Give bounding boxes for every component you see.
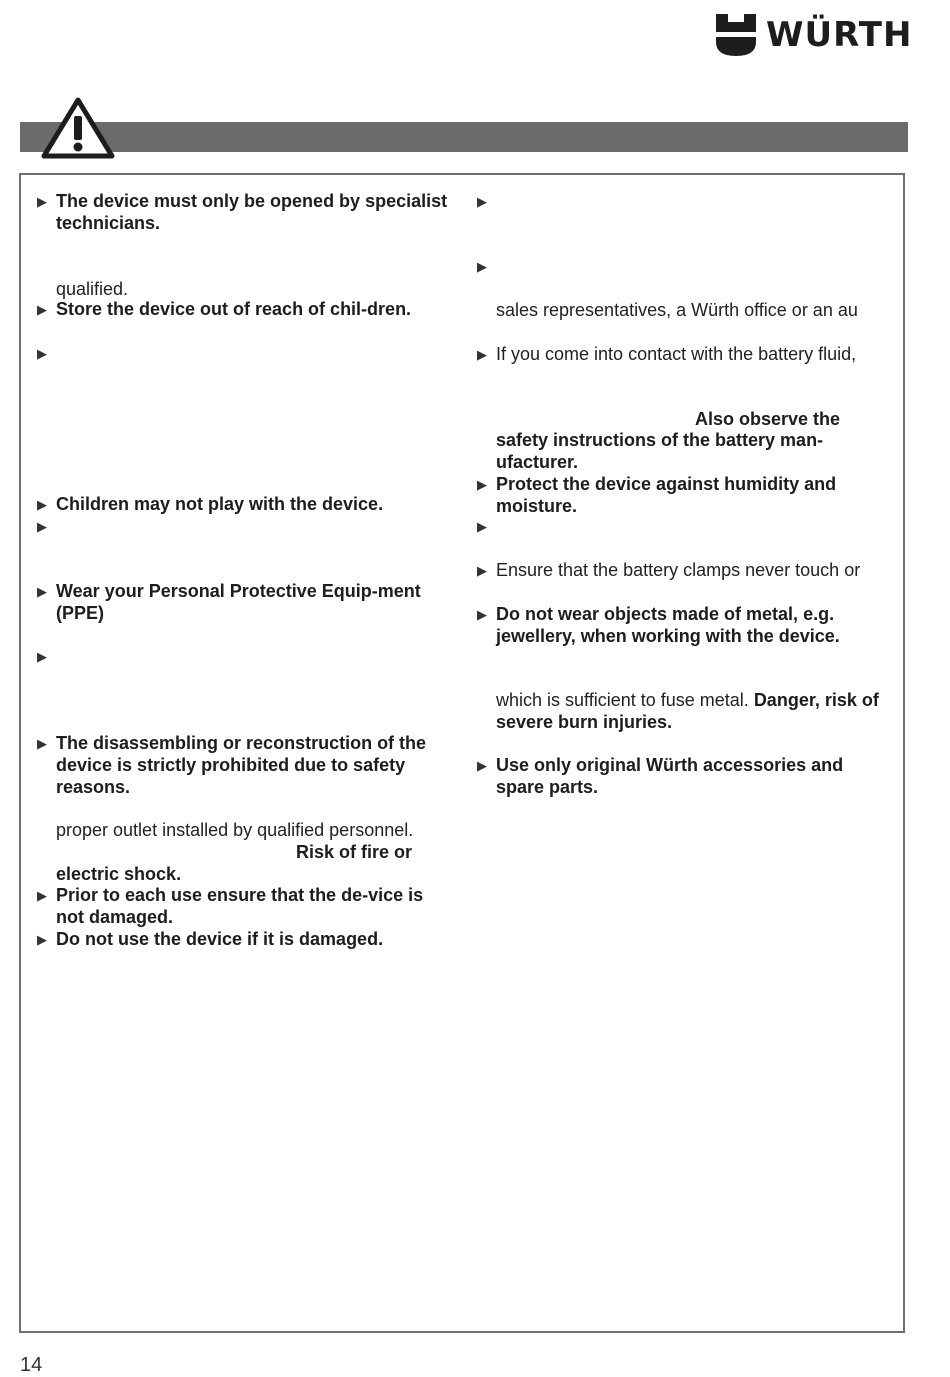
bullet-triangle-icon: ▶ bbox=[477, 194, 487, 209]
list-item-text: safety instructions of the battery man-ufacturer. bbox=[496, 430, 824, 472]
warning-triangle-icon bbox=[40, 96, 116, 160]
bullet-triangle-icon: ▶ bbox=[477, 607, 487, 622]
bullet-triangle-icon: ▶ bbox=[37, 194, 47, 209]
list-item-text: electric shock. bbox=[56, 864, 182, 884]
page-number: 14 bbox=[20, 1354, 43, 1376]
list-item-text: Also observe the bbox=[695, 409, 841, 429]
list-item: ▶ If you come into contact with the battery fluid, bbox=[477, 344, 857, 364]
wurth-emblem-icon bbox=[716, 14, 756, 56]
bullet-triangle-icon: ▶ bbox=[37, 584, 47, 599]
bullet-triangle-icon: ▶ bbox=[477, 758, 487, 773]
list-item: ▶ The disassembling or reconstruction of the device is strictly prohibited due to safety reasons. bbox=[37, 733, 427, 797]
list-item-text: qualified. bbox=[56, 279, 129, 299]
list-item: ▶ The device must only be opened by specialist technicians. bbox=[37, 191, 448, 233]
list-item-text: Risk of fire or bbox=[296, 842, 413, 862]
list-item: ▶ Do not use the device if it is damaged. bbox=[37, 929, 384, 949]
bullet-triangle-icon: ▶ bbox=[37, 346, 47, 361]
list-item: ▶ Prior to each use ensure that the de-vice is not damaged. bbox=[37, 885, 424, 927]
bullet-triangle-icon: ▶ bbox=[37, 932, 47, 947]
list-item: ▶ Protect the device against humidity and moisture. bbox=[477, 474, 837, 516]
bullet-triangle-icon: ▶ bbox=[37, 497, 47, 512]
list-item-text: sales representatives, a Würth office or an au bbox=[496, 300, 858, 320]
bullet-triangle-icon: ▶ bbox=[37, 302, 47, 317]
bullet-triangle-icon: ▶ bbox=[477, 519, 487, 534]
list-item: ▶ Do not wear objects made of metal, e.g. jewellery, when working with the device. bbox=[477, 604, 840, 646]
list-item: ▶ Use only original Würth accessories and spare parts. bbox=[477, 755, 844, 797]
bullet-triangle-icon: ▶ bbox=[37, 649, 47, 664]
wurth-logo bbox=[716, 14, 913, 56]
section-header-bar bbox=[20, 122, 908, 152]
list-item-text: which is sufficient to fuse metal. Danger, risk of severe burn injuries. bbox=[496, 690, 879, 732]
bullet-triangle-icon: ▶ bbox=[37, 888, 47, 903]
brand-name: WÜRTH bbox=[766, 15, 913, 55]
bullet-triangle-icon: ▶ bbox=[477, 347, 487, 362]
bullet-triangle-icon: ▶ bbox=[477, 259, 487, 274]
list-item: ▶ Children may not play with the device. bbox=[37, 494, 384, 514]
bullet-triangle-icon: ▶ bbox=[37, 736, 47, 751]
list-item: ▶ Wear your Personal Protective Equip-ment (PPE) bbox=[37, 581, 421, 623]
bullet-triangle-icon: ▶ bbox=[37, 519, 47, 534]
bullet-triangle-icon: ▶ bbox=[477, 563, 487, 578]
list-item: ▶ Ensure that the battery clamps never touch or bbox=[477, 560, 861, 580]
bullet-triangle-icon: ▶ bbox=[477, 477, 487, 492]
list-item-text: proper outlet installed by qualified personnel. bbox=[56, 820, 414, 840]
list-item: ▶ Store the device out of reach of chil-dren. bbox=[37, 299, 412, 319]
